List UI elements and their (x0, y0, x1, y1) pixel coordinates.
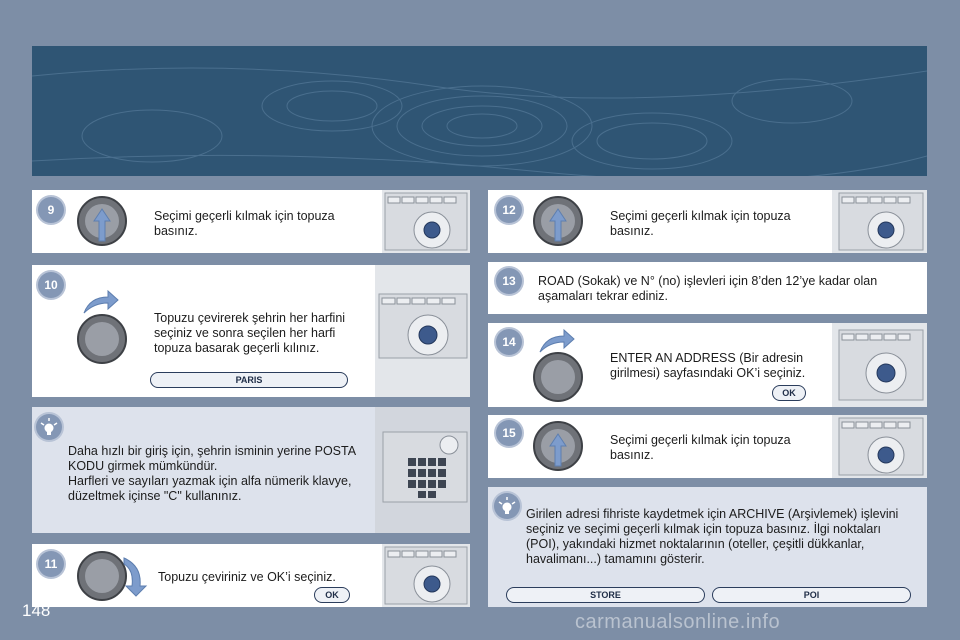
radio-device-icon (384, 546, 468, 605)
step-13-panel (488, 262, 927, 314)
step-number-badge: 10 (38, 272, 64, 298)
radio-device-icon (378, 293, 468, 359)
ok-button[interactable]: OK (314, 587, 350, 603)
store-button[interactable]: STORE (506, 587, 705, 603)
tip-panel-1 (32, 407, 470, 533)
keypad-device-icon (382, 431, 468, 503)
step-text: ENTER AN ADDRESS (Bir adresin girilmesi) sayfasındaki OK’i seçiniz. (610, 351, 806, 380)
step-number-badge: 9 (38, 197, 64, 223)
tip-panel-2 (488, 487, 927, 607)
tip-text: Girilen adresi fihriste kaydetmek için ARCHIVE (Arşivlemek) işlevini seçiniz ve seçimi geçerli kılmak için topuza basınız. İlgi noktaları (POI), yakındaki hizmet noktalarının (oteller, çeşitli dükkanlar, havalimanı...) tamamını gösterir. (526, 507, 899, 566)
step-text: Seçimi geçerli kılmak için topuza basınız. (610, 433, 791, 462)
tip-text: Daha hızlı bir giriş için, şehrin isminin yerine POSTA KODU girmek mümkündür. Harfleri ve sayıları yazmak için alfa nümerik klavye, düzeltmek içinse "C" kullanınız. (68, 444, 356, 503)
step-number-badge: 14 (496, 329, 522, 355)
ok-button[interactable]: OK (772, 385, 806, 401)
step-9-panel (32, 190, 470, 253)
rotate-down-arrow-icon (120, 556, 150, 598)
radio-device-icon (838, 417, 924, 476)
step-number-badge: 15 (496, 420, 522, 446)
step-text: Topuzu çeviriniz ve OK’i seçiniz. (158, 570, 336, 584)
knob-push-icon (76, 195, 128, 247)
step-10-panel (32, 265, 470, 397)
step-number-badge: 11 (38, 551, 64, 577)
contour-map-graphic (32, 46, 927, 176)
step-text: ROAD (Sokak) ve N° (no) işlevleri için 8’den 12’ye kadar olan aşamaları tekrar ediniz. (538, 274, 878, 303)
step-number-badge: 13 (496, 268, 522, 294)
step-text: Seçimi geçerli kılmak için topuza basınız. (610, 209, 791, 238)
page-number: 148 (22, 601, 51, 620)
poi-button[interactable]: POI (712, 587, 911, 603)
step-number-badge: 12 (496, 197, 522, 223)
step-text: Seçimi geçerli kılmak için topuza basınız. (154, 209, 335, 238)
step-14-panel (488, 323, 927, 407)
step-15-panel (488, 415, 927, 478)
lightbulb-icon (494, 493, 520, 519)
knob-icon (532, 351, 584, 403)
step-12-panel (488, 190, 927, 253)
step-11-panel (32, 544, 470, 607)
lightbulb-icon (36, 414, 62, 440)
paris-button[interactable]: PARIS (150, 372, 348, 388)
radio-device-icon (838, 329, 924, 401)
knob-icon (76, 313, 128, 365)
watermark: carmanualsonline.info (575, 611, 781, 633)
step-text: Topuzu çevirerek şehrin her harfini seçiniz ve sonra seçilen her harfi topuza basarak geçerli kılınız. (154, 311, 346, 355)
knob-push-icon (532, 420, 584, 472)
radio-device-icon (384, 192, 468, 251)
radio-device-icon (838, 192, 924, 251)
header-banner (32, 46, 927, 176)
knob-push-icon (532, 195, 584, 247)
